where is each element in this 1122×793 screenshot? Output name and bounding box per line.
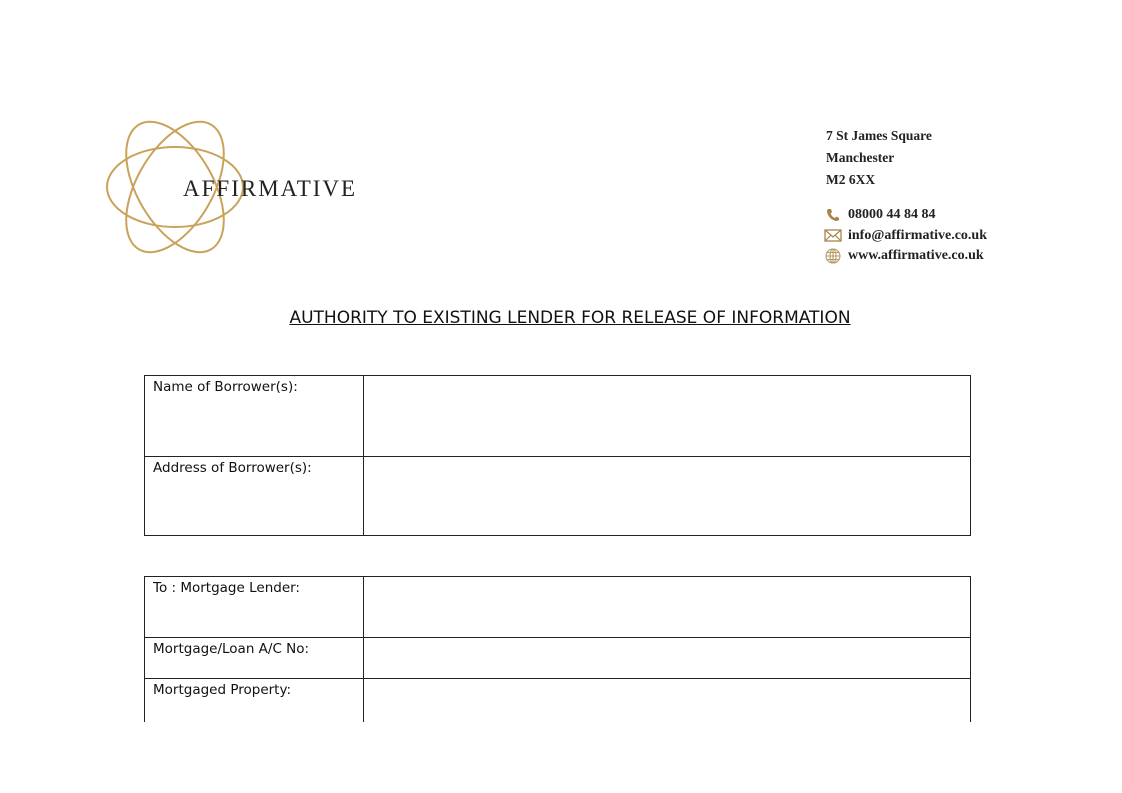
phone-icon (824, 207, 842, 223)
phone-number: 08000 44 84 84 (848, 207, 936, 222)
address-line: 7 St James Square (826, 128, 932, 143)
account-number-field[interactable] (364, 638, 971, 679)
globe-icon (824, 248, 842, 264)
page-bottom-mask (0, 722, 1122, 793)
address-line: M2 6XX (826, 172, 876, 187)
email-icon (824, 228, 842, 244)
table-row (145, 577, 971, 638)
email-link[interactable]: info@affirmative.co.uk (848, 227, 988, 243)
address-line: Manchester (826, 150, 895, 165)
field-label: To : Mortgage Lender: (145, 577, 364, 638)
borrower-table (144, 375, 971, 536)
field-label: Address of Borrower(s): (145, 457, 364, 536)
field-label: Mortgage/Loan A/C No: (145, 638, 364, 679)
website-link[interactable]: www.affirmative.co.uk (848, 248, 984, 263)
table-row (145, 457, 971, 536)
borrower-address-field[interactable] (364, 457, 971, 536)
borrower-name-field[interactable] (364, 376, 971, 457)
table-row (145, 376, 971, 457)
mortgage-lender-field[interactable] (364, 577, 971, 638)
company-address (826, 125, 932, 191)
logo-text: AFFIRMATIVE (183, 176, 358, 201)
document-title: AUTHORITY TO EXISTING LENDER FOR RELEASE OF INFORMATION (289, 308, 851, 328)
lender-table (144, 576, 971, 739)
field-label: Mortgaged Property: (145, 679, 364, 739)
field-label: Name of Borrower(s): (145, 376, 364, 457)
contact-info (824, 205, 987, 267)
table-row (145, 638, 971, 679)
